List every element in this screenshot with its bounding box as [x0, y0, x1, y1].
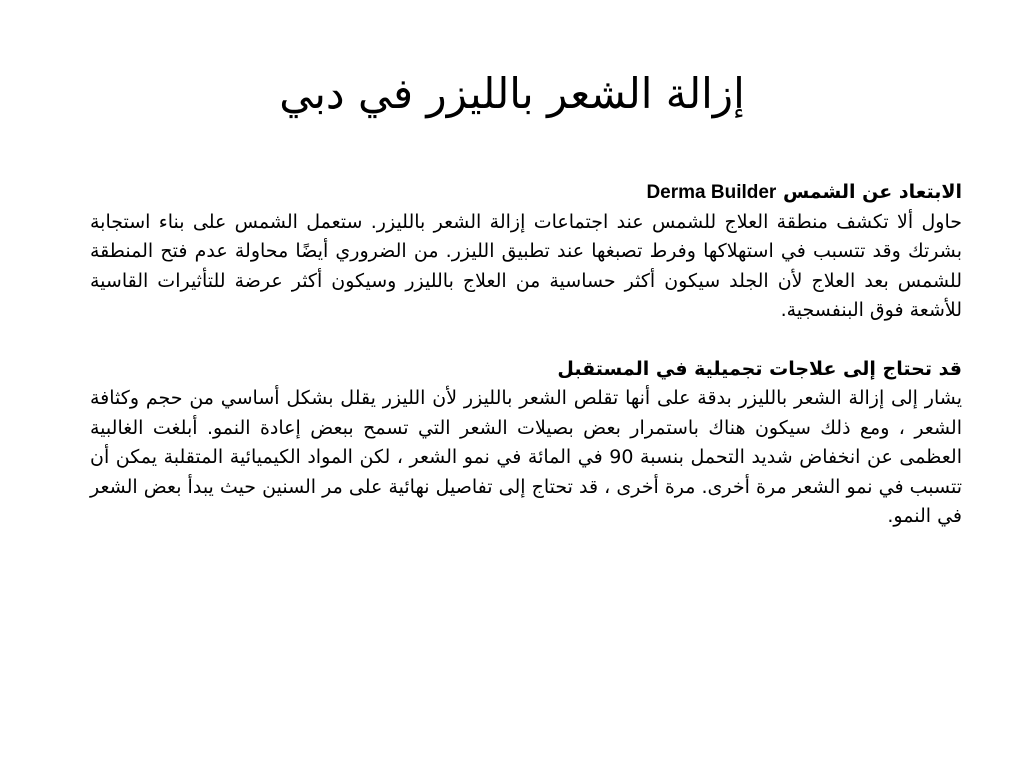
slide-title: إزالة الشعر بالليزر في دبي: [279, 69, 745, 118]
section-heading: قد تحتاج إلى علاجات تجميلية في المستقبل: [557, 357, 962, 380]
section-paragraph: يشار إلى إزالة الشعر بالليزر بدقة على أنها تقلص الشعر بالليزر لأن الليزر يقلل بشكل أساسي من حجم وكثافة الشعر ، ومع ذلك سيكون هناك باستمرار بعض بصيلات الشعر التي تسمح ببعض إعادة النمو. أبلغت الغالبية العظمى عن انخفاض شديد التحمل بنسبة 90 في المائة في نمو الشعر ، لكن المواد الكيميائية المتقلبة يمكن أن تتسبب في نمو الشعر مرة أخرى. مرة أخرى ، قد تحتاج إلى تفاصيل نهائية على مر السنين حيث يبدأ بعض الشعر في النمو.: [90, 387, 962, 527]
section-paragraph: حاول ألا تكشف منطقة العلاج للشمس عند اجتماعات إزالة الشعر بالليزر. ستعمل الشمس على بناء استجابة بشرتك وقد تتسبب في استهلاكها وفرط تصبغها عند تطبيق الليزر. من الضروري أيضًا محاولة عدم فتح المنطقة للشمس بعد العلاج لأن الجلد سيكون أكثر حساسية من العلاج بالليزر وسيكون أكثر عرضة للتأثيرات القاسية للأشعة فوق البنفسجية.: [90, 210, 962, 321]
section-heading: [90, 178, 962, 208]
section-heading-brand: Derma Builder: [646, 182, 777, 203]
section-sun-avoidance: [90, 178, 962, 326]
section-future-treatments: [90, 355, 962, 532]
slide-body: [90, 178, 962, 532]
section-heading-arabic: الابتعاد عن الشمس: [782, 181, 962, 203]
